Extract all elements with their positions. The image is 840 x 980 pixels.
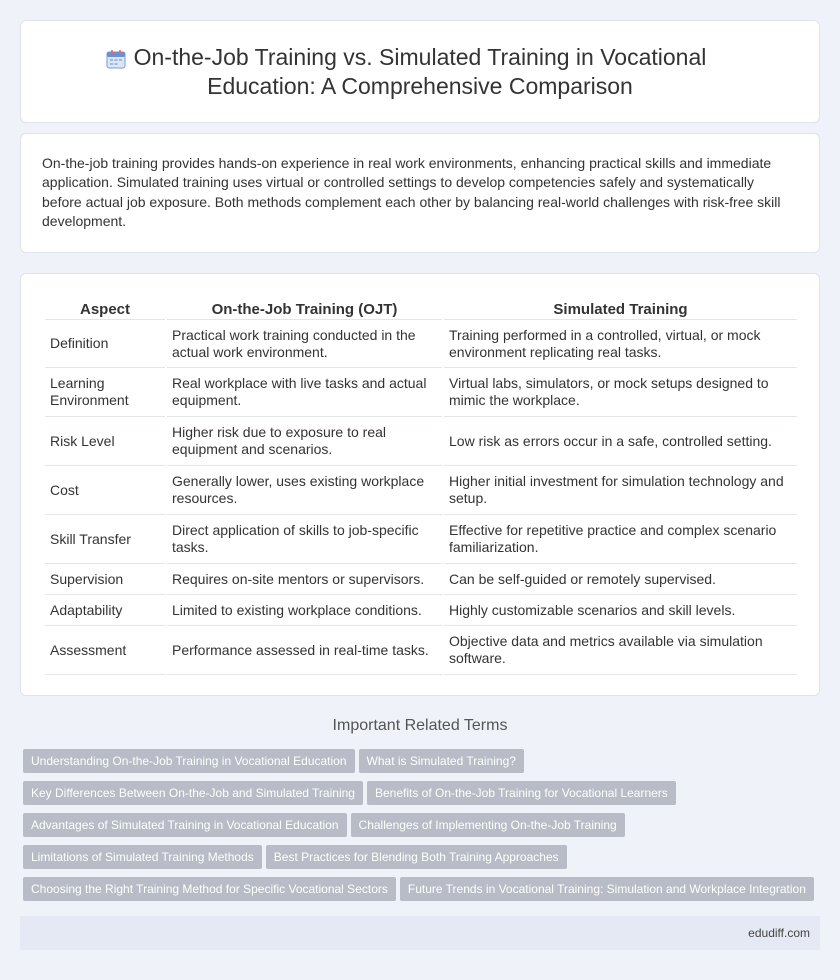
page-title bbox=[94, 43, 747, 101]
header-card bbox=[20, 20, 820, 123]
cell-aspect: Supervision bbox=[45, 564, 165, 595]
related-term-tag[interactable]: What is Simulated Training? bbox=[359, 749, 524, 773]
intro-card bbox=[20, 133, 820, 253]
cell-simulated: Training performed in a controlled, virtual, or mock environment replicating real tasks. bbox=[444, 320, 797, 368]
cell-ojt: Limited to existing workplace conditions. bbox=[167, 595, 442, 626]
table-row bbox=[45, 564, 797, 595]
related-term-tag[interactable]: Limitations of Simulated Training Methods bbox=[23, 845, 262, 869]
table-header-row bbox=[45, 296, 797, 320]
cell-aspect: Cost bbox=[45, 466, 165, 515]
page-title-line2: Education: A Comprehensive Comparison bbox=[207, 73, 633, 99]
cell-ojt: Requires on-site mentors or supervisors. bbox=[167, 564, 442, 595]
header-ojt: On-the-Job Training (OJT) bbox=[167, 296, 442, 320]
cell-ojt: Generally lower, uses existing workplace resources. bbox=[167, 466, 442, 515]
cell-aspect: Risk Level bbox=[45, 417, 165, 466]
page-title-line1: On-the-Job Training vs. Simulated Training in Vocational bbox=[133, 44, 707, 70]
footer bbox=[20, 916, 820, 950]
related-term-tag[interactable]: Future Trends in Vocational Training: Simulation and Workplace Integration bbox=[400, 877, 814, 901]
cell-ojt: Higher risk due to exposure to real equipment and scenarios. bbox=[167, 417, 442, 466]
related-terms-title: Important Related Terms bbox=[332, 717, 508, 734]
comparison-table bbox=[43, 296, 799, 675]
cell-ojt: Practical work training conducted in the actual work environment. bbox=[167, 320, 442, 368]
table-row bbox=[45, 626, 797, 675]
tag-row bbox=[23, 845, 823, 877]
cell-simulated: Higher initial investment for simulation technology and setup. bbox=[444, 466, 797, 515]
cell-aspect: Definition bbox=[45, 320, 165, 368]
related-term-tag[interactable]: Understanding On-the-Job Training in Vocational Education bbox=[23, 749, 355, 773]
header-simulated: Simulated Training bbox=[444, 296, 797, 320]
tag-row bbox=[23, 781, 823, 813]
table-row bbox=[45, 368, 797, 417]
related-term-tag[interactable]: Best Practices for Blending Both Training Approaches bbox=[266, 845, 567, 869]
cell-simulated: Low risk as errors occur in a safe, controlled setting. bbox=[444, 417, 797, 466]
related-term-tag[interactable]: Benefits of On-the-Job Training for Vocational Learners bbox=[367, 781, 676, 805]
table-row bbox=[45, 417, 797, 466]
cell-simulated: Highly customizable scenarios and skill levels. bbox=[444, 595, 797, 626]
cell-aspect: Skill Transfer bbox=[45, 515, 165, 564]
tag-row bbox=[23, 749, 823, 781]
cell-simulated: Effective for repetitive practice and complex scenario familiarization. bbox=[444, 515, 797, 564]
cell-ojt: Real workplace with live tasks and actual equipment. bbox=[167, 368, 442, 417]
cell-simulated: Virtual labs, simulators, or mock setups designed to mimic the workplace. bbox=[444, 368, 797, 417]
comparison-table-card bbox=[20, 273, 820, 696]
cell-aspect: Learning Environment bbox=[45, 368, 165, 417]
cell-ojt: Direct application of skills to job-specific tasks. bbox=[167, 515, 442, 564]
related-terms-list bbox=[23, 749, 823, 909]
related-term-tag[interactable]: Challenges of Implementing On-the-Job Training bbox=[351, 813, 625, 837]
table-row bbox=[45, 515, 797, 564]
footer-site-link[interactable]: edudiff.com bbox=[748, 926, 810, 940]
tag-row bbox=[23, 877, 823, 909]
cell-aspect: Adaptability bbox=[45, 595, 165, 626]
cell-aspect: Assessment bbox=[45, 626, 165, 675]
related-term-tag[interactable]: Advantages of Simulated Training in Vocational Education bbox=[23, 813, 347, 837]
table-row bbox=[45, 595, 797, 626]
table-row bbox=[45, 320, 797, 368]
intro-text: On-the-job training provides hands-on experience in real work environments, enhancing practical skills and immediate application. Simulated training uses virtual or controlled settings to develop competencies safely and systematically before actual job exposure. Both methods complement each other by balancing real-world challenges with risk-free skill development. bbox=[42, 155, 781, 229]
tag-row bbox=[23, 813, 823, 845]
related-term-tag[interactable]: Choosing the Right Training Method for Specific Vocational Sectors bbox=[23, 877, 396, 901]
cell-simulated: Can be self-guided or remotely supervised. bbox=[444, 564, 797, 595]
header-aspect: Aspect bbox=[45, 296, 165, 320]
table-row bbox=[45, 466, 797, 515]
cell-simulated: Objective data and metrics available via simulation software. bbox=[444, 626, 797, 675]
related-term-tag[interactable]: Key Differences Between On-the-Job and Simulated Training bbox=[23, 781, 363, 805]
cell-ojt: Performance assessed in real-time tasks. bbox=[167, 626, 442, 675]
